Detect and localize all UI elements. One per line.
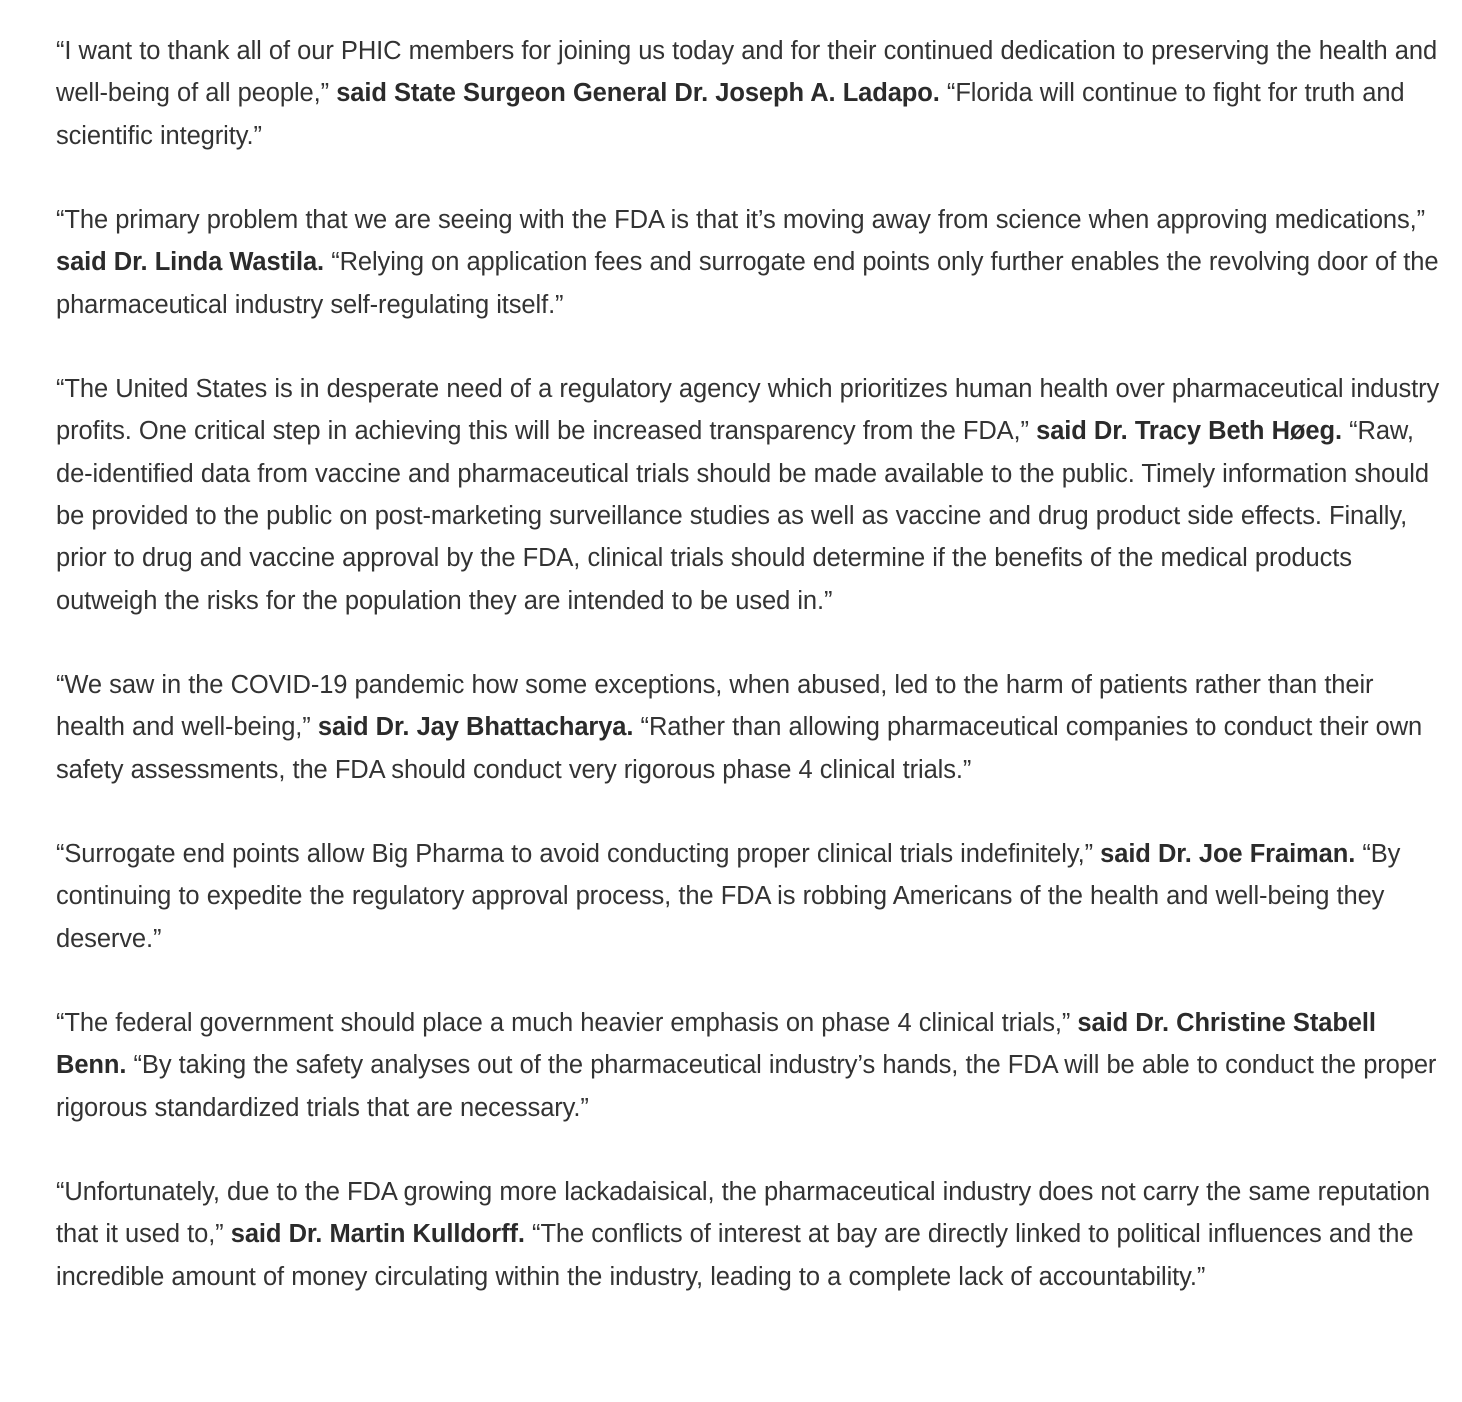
quote-paragraph [56, 1002, 1440, 1129]
quote-text-after: “Florida will continue to fight for truth and scientific integrity.” [56, 79, 1405, 150]
quote-text-after: “By taking the safety analyses out of the pharmaceutical industry’s hands, the FDA will be able to conduct the proper rigorous standardized trials that are necessary.” [56, 1051, 1437, 1122]
quote-text-before: “The primary problem that we are seeing with the FDA is that it’s moving away from science when approving medications,” [56, 205, 1426, 234]
quote-paragraph [56, 368, 1440, 622]
quote-attribution: said Dr. Linda Wastila. [56, 248, 325, 277]
quote-attribution: said Dr. Joe Fraiman. [1100, 839, 1356, 868]
quote-text-before: “Surrogate end points allow Big Pharma to avoid conducting proper clinical trials indefinitely,” [56, 839, 1101, 868]
quote-paragraph [56, 1171, 1440, 1298]
quote-attribution: said Dr. Martin Kulldorff. [230, 1220, 525, 1249]
quote-paragraph [56, 833, 1440, 960]
quote-attribution: said Dr. Tracy Beth Høeg. [1036, 417, 1342, 446]
quote-text-before: “The federal government should place a much heavier emphasis on phase 4 clinical trials,” [56, 1008, 1078, 1037]
quote-text-after: “The conflicts of interest at bay are directly linked to political influences and the incredible amount of money circulating within the industry, leading to a complete lack of accountability.” [56, 1220, 1414, 1291]
quote-attribution: said Dr. Jay Bhattacharya. [317, 713, 634, 742]
quote-text-before: “The United States is in desperate need of a regulatory agency which prioritizes human health over pharmaceutical industry profits. One critical step in achieving this will be increased transparency from the FDA,” [56, 374, 1440, 446]
quote-paragraph [56, 30, 1440, 157]
quote-text-after: “By continuing to expedite the regulatory approval process, the FDA is robbing Americans of the health and well-being they deserve.” [56, 839, 1401, 953]
quote-text-after: “Rather than allowing pharmaceutical companies to conduct their own safety assessments, the FDA should conduct very rigorous phase 4 clinical trials.” [56, 713, 1423, 784]
quote-text-after: “Raw, de-identified data from vaccine and pharmaceutical trials should be made available to the public. Timely information should be provided to the public on post-marketing surveillance studies as well as vaccine and drug product side effects. Finally, prior to drug and vaccine approval by the FDA, clinical trials should determine if the benefits of the medical products outweigh the risks for the population they are intended to be used in.” [56, 417, 1429, 615]
quote-text-before: “I want to thank all of our PHIC members for joining us today and for their continued dedication to preserving the health and well-being of all people,” [56, 37, 1438, 108]
quote-text-before: “We saw in the COVID-19 pandemic how some exceptions, when abused, led to the harm of patients rather than their health and well-being,” [56, 670, 1374, 742]
quote-text-before: “Unfortunately, due to the FDA growing more lackadaisical, the pharmaceutical industry does not carry the same reputation that it used to,” [56, 1177, 1431, 1249]
quote-text-after: “Relying on application fees and surrogate end points only further enables the revolving door of the pharmaceutical industry self-regulating itself.” [56, 248, 1439, 319]
quote-attribution: said Dr. Christine Stabell Benn. [56, 1008, 1376, 1080]
quote-paragraph [56, 199, 1440, 326]
quote-attribution: said State Surgeon General Dr. Joseph A. Ladapo. [336, 79, 940, 108]
quote-paragraph [56, 664, 1440, 791]
